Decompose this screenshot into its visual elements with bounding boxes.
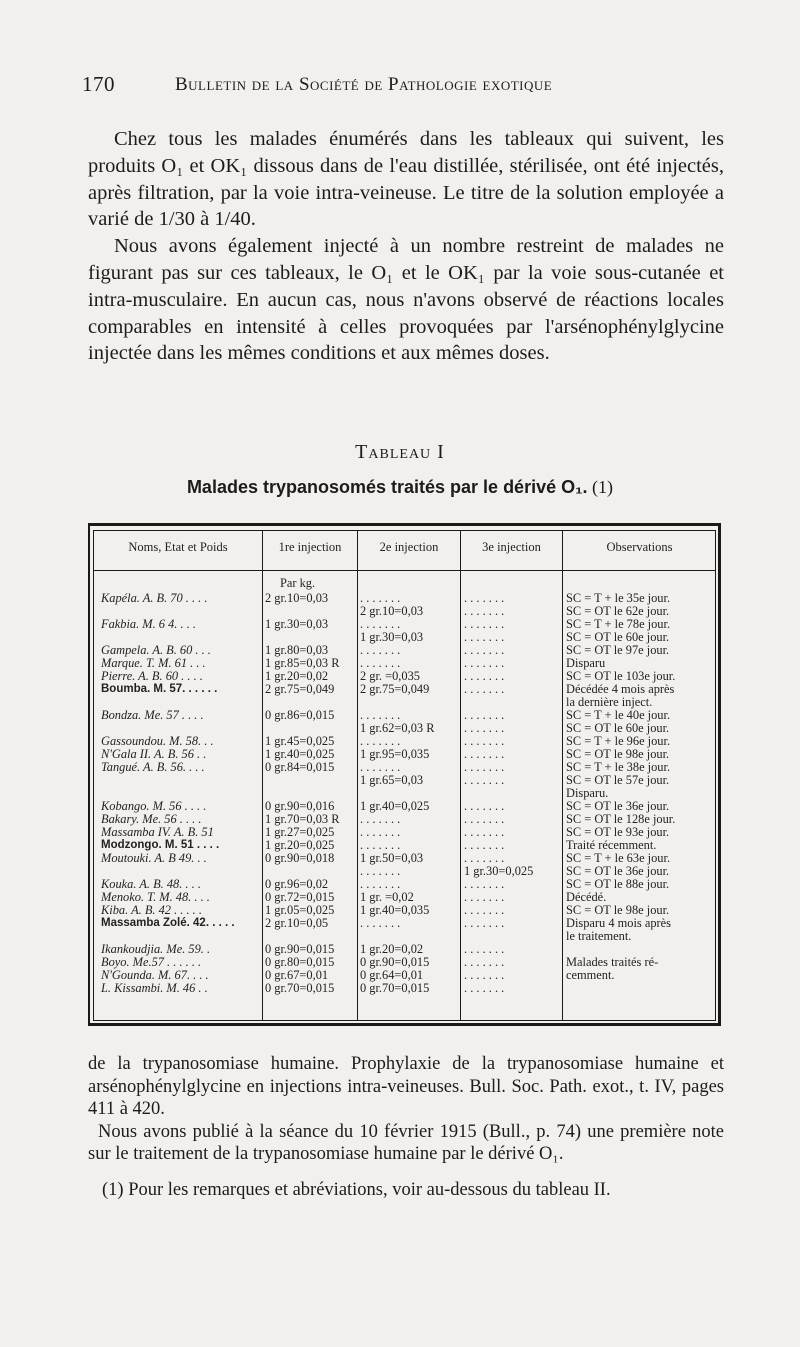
table-cell-i2: . . . . . . . [360,617,401,631]
header-injection-3: 3e injection [482,540,541,554]
table-cell-i2: . . . . . . . [360,760,401,774]
table-cell-i1: 1 gr.20=0,02 [265,669,329,683]
table-cell-name: Boyo. Me.57 . . . . . . [101,955,202,969]
paragraph: Nous avons également injecté à un nombre restreint de malades ne figurant pas sur ces tableaux, le O₁ et le OK₁ par la voie sous-cutanée et intra-musculaire. En aucun cas, nous n'avons observé de réactions locales comparables en intensité à celles provoquées par l'arsénophénylglycine injectée dans les mêmes conditions et aux mêmes doses. [88,235,724,365]
table-cell-i2: 1 gr.20=0,02 [360,942,424,956]
table-cell-i3: . . . . . . . [464,721,505,735]
table-cell-obs: SC = T + le 38e jour. [566,760,671,774]
table-cell-obs: Disparu [566,656,606,670]
table-cell-obs: SC = OT le 62e jour. [566,604,670,618]
table-cell-name: Pierre. A. B. 60 . . . . [101,669,203,683]
page-number: 170 [82,72,115,96]
table-cell-i3: . . . . . . . [464,877,505,891]
table-cell-i2: 1 gr.62=0,03 R [360,721,435,735]
table-cell-name: N'Gala II. A. B. 56 . . [101,747,207,761]
table-cell-obs: SC = OT le 93e jour. [566,825,670,839]
table-cell-obs: SC = T + le 63e jour. [566,851,671,865]
table-cell-obs: SC = T + le 96e jour. [566,734,671,748]
table-cell-name: Kiba. A. B. 42 . . . . . [101,903,202,917]
table-cell-obs: la dernière inject. [566,695,653,709]
column-divider [357,530,358,1021]
table-cell-i1: 0 gr.96=0,02 [265,877,329,891]
table-cell-i3: . . . . . . . [464,708,505,722]
table-cell-i2: . . . . . . . [360,812,401,826]
table-cell-i3: . . . . . . . [464,682,505,696]
table-cell-i3: . . . . . . . [464,747,505,761]
table-cell-obs: cemment. [566,968,615,982]
table-cell-i1: 0 gr.84=0,015 [265,760,335,774]
table-cell-i3: . . . . . . . [464,955,505,969]
table-cell-i1: 1 gr.45=0,025 [265,734,335,748]
table-cell-name: Bondza. Me. 57 . . . . [101,708,204,722]
table-cell-i2: 0 gr.70=0,015 [360,981,430,995]
header-names: Noms, Etat et Poids [128,540,228,554]
table-cell-i3: . . . . . . . [464,669,505,683]
table-cell-i1: 2 gr.10=0,05 [265,916,329,930]
table-cell-obs: SC = OT le 57e jour. [566,773,670,787]
table-title: Tableau I [355,441,445,463]
table-cell-obs: le traitement. [566,929,632,943]
header-divider [93,570,716,571]
header-observations: Observations [606,540,673,554]
table-cell-i1: 1 gr.80=0,03 [265,643,329,657]
column-divider [562,530,563,1021]
table-cell-i3: . . . . . . . [464,617,505,631]
table-cell-i3: . . . . . . . [464,734,505,748]
table-cell-name: Boumba. M. 57. . . . . . [101,683,218,695]
table-cell-i2: 2 gr. =0,035 [360,669,420,683]
table-cell-i3: 1 gr.30=0,025 [464,864,534,878]
table-cell-i2: . . . . . . . [360,825,401,839]
table-cell-i2: . . . . . . . [360,916,401,930]
table-cell-i1: 0 gr.67=0,01 [265,968,329,982]
table-cell-name: Modzongo. M. 51 . . . . [101,839,220,851]
after-text [88,1053,724,1166]
table-cell-obs: SC = OT le 98e jour. [566,903,670,917]
paragraph: Chez tous les malades énumérés dans les tableaux qui suivent, les produits O₁ et OK₁ dissous dans de l'eau distillée, stérilisée, ont été injectés, après filtration, par la voie intra-veineuse. Le titre de la solution employée a varié de 1/30 à 1/40. [88,128,724,231]
table-cell-i3: . . . . . . . [464,851,505,865]
header-injection-2: 2e injection [379,540,439,554]
table-cell-i3: . . . . . . . [464,630,505,644]
table-cell-obs: Disparu. [566,786,609,800]
table-cell-i2: 0 gr.64=0,01 [360,968,424,982]
table-cell-i1: 0 gr.70=0,015 [265,981,335,995]
table-cell-i3: . . . . . . . [464,825,505,839]
table-cell-i3: . . . . . . . [464,643,505,657]
table-cell-i3: . . . . . . . [464,799,505,813]
table-cell-i2: 1 gr.50=0,03 [360,851,424,865]
table-cell-name: Fakbia. M. 6 4. . . . [101,617,196,631]
table-cell-i3: . . . . . . . [464,604,505,618]
table-cell-obs: SC = OT le 97e jour. [566,643,670,657]
table-cell-i3: . . . . . . . [464,981,505,995]
table-cell-i2: 1 gr. =0,02 [360,890,414,904]
table-cell-i1: 1 gr.05=0,025 [265,903,335,917]
table-cell-obs: SC = OT le 36e jour. [566,864,670,878]
table-cell-obs: Malades traités ré- [566,955,659,969]
table-cell-name: Massamba IV. A. B. 51 [101,825,214,839]
table-cell-obs: SC = OT le 98e jour. [566,747,670,761]
table-cell-i2: 0 gr.90=0,015 [360,955,430,969]
paragraph: Nous avons publié à la séance du 10 février 1915 (Bull., p. 74) une première note sur le traitement de la trypanosomiase humaine par le dérivé O₁. [88,1121,724,1164]
table-cell-name: Menoko. T. M. 48. . . . [101,890,210,904]
table-cell-obs: SC = OT le 36e jour. [566,799,670,813]
column-divider [262,530,263,1021]
table-cell-name: Gampela. A. B. 60 . . . [101,643,211,657]
table-cell-obs: SC = OT le 103e jour. [566,669,676,683]
table-cell-i2: . . . . . . . [360,656,401,670]
table-cell-i2: 1 gr.95=0,035 [360,747,430,761]
table-cell-obs: Décédé. [566,890,607,904]
table-cell-i3: . . . . . . . [464,903,505,917]
table-cell-obs: Traité récemment. [566,838,657,852]
table-cell-name: Gassoundou. M. 58. . . [101,734,214,748]
table-cell-i2: 1 gr.40=0,035 [360,903,430,917]
table-cell-i3: . . . . . . . [464,890,505,904]
table-cell-i3: . . . . . . . [464,916,505,930]
table-cell-i2: . . . . . . . [360,708,401,722]
table-cell-i2: . . . . . . . [360,734,401,748]
table-cell-obs: SC = OT le 88e jour. [566,877,670,891]
table-cell-i2: 1 gr.40=0,025 [360,799,430,813]
table-cell-i3: . . . . . . . [464,942,505,956]
table-cell-i1: 0 gr.80=0,015 [265,955,335,969]
table-cell-i3: . . . . . . . [464,968,505,982]
table-cell-i3: . . . . . . . [464,591,505,605]
table-cell-name: Kobango. M. 56 . . . . [101,799,207,813]
table-cell-obs: SC = T + le 35e jour. [566,591,671,605]
table-cell-i1: 1 gr.70=0,03 R [265,812,340,826]
table-cell-obs: SC = T + le 40e jour. [566,708,671,722]
table-cell-i1: 1 gr.85=0,03 R [265,656,340,670]
table-cell-obs: Disparu 4 mois après [566,916,671,930]
table-cell-name: Tangué. A. B. 56. . . . [101,760,205,774]
table-cell-i3: . . . . . . . [464,760,505,774]
footnote: (1) Pour les remarques et abréviations, voir au-dessous du tableau II. [102,1180,611,1200]
table-cell-i1: 1 gr.40=0,025 [265,747,335,761]
table-cell-i1: 0 gr.72=0,015 [265,890,335,904]
table-cell-obs: SC = T + le 78e jour. [566,617,671,631]
table-cell-i2: 1 gr.65=0,03 [360,773,424,787]
table-cell-name: Marque. T. M. 61 . . . [101,656,206,670]
table-cell-i1: 1 gr.30=0,03 [265,617,329,631]
table-cell-name: Moutouki. A. B 49. . . [101,851,207,865]
unit-label: Par kg. [280,576,316,590]
table-caption [0,477,800,498]
table-cell-i1: 2 gr.10=0,03 [265,591,329,605]
table-cell-i2: . . . . . . . [360,877,401,891]
table-cell-i3: . . . . . . . [464,838,505,852]
table-cell-name: N'Gounda. M. 67. . . . [101,968,209,982]
table-cell-i2: . . . . . . . [360,591,401,605]
table-cell-i1: 0 gr.90=0,016 [265,799,335,813]
table-cell-obs: Décédée 4 mois après [566,682,675,696]
table-cell-i1: 0 gr.86=0,015 [265,708,335,722]
table-cell-i2: 2 gr.10=0,03 [360,604,424,618]
table-cell-name: Ikankoudjia. Me. 59. . [101,942,211,956]
table-cell-obs: SC = OT le 128e jour. [566,812,676,826]
table-cell-i3: . . . . . . . [464,656,505,670]
table-cell-name: Bakary. Me. 56 . . . . [101,812,202,826]
table-cell-i1: 2 gr.75=0,049 [265,682,335,696]
paragraph: de la trypanosomiase humaine. Prophylaxie de la trypanosomiase humaine et arsénophénylglycine en injections intra-veineuses. Bull. Soc. Path. exot., t. IV, pages 411 à 420. [88,1054,724,1119]
table-caption-main: Malades trypanosomés traités par le dérivé O₁. [186,477,588,497]
header-injection-1: 1re injection [278,540,342,554]
table-cell-i2: 1 gr.30=0,03 [360,630,424,644]
column-divider [460,530,461,1021]
table-cell-i2: 2 gr.75=0,049 [360,682,430,696]
table-cell-i1: 1 gr.20=0,025 [265,838,335,852]
table-cell-i1: 0 gr.90=0,018 [265,851,335,865]
table-cell-obs: SC = OT le 60e jour. [566,721,670,735]
table-cell-name: Kapéla. A. B. 70 . . . . [101,591,208,605]
table-cell-name: Massamba Zolé. 42. . . . . [101,917,235,929]
table-cell-i3: . . . . . . . [464,773,505,787]
table-cell-i1: 1 gr.27=0,025 [265,825,335,839]
table-caption-note: (1) [587,477,614,497]
running-head: Bulletin de la Société de Pathologie exotique [175,74,553,95]
table-cell-obs: SC = OT le 60e jour. [566,630,670,644]
table-cell-i2: . . . . . . . [360,838,401,852]
table-cell-i2: . . . . . . . [360,864,401,878]
table-cell-i3: . . . . . . . [464,812,505,826]
table-cell-i2: . . . . . . . [360,643,401,657]
intro-text [88,126,724,367]
table-cell-name: Kouka. A. B. 48. . . . [101,877,201,891]
table-cell-i1: 0 gr.90=0,015 [265,942,335,956]
table-cell-name: L. Kissambi. M. 46 . . [101,981,208,995]
